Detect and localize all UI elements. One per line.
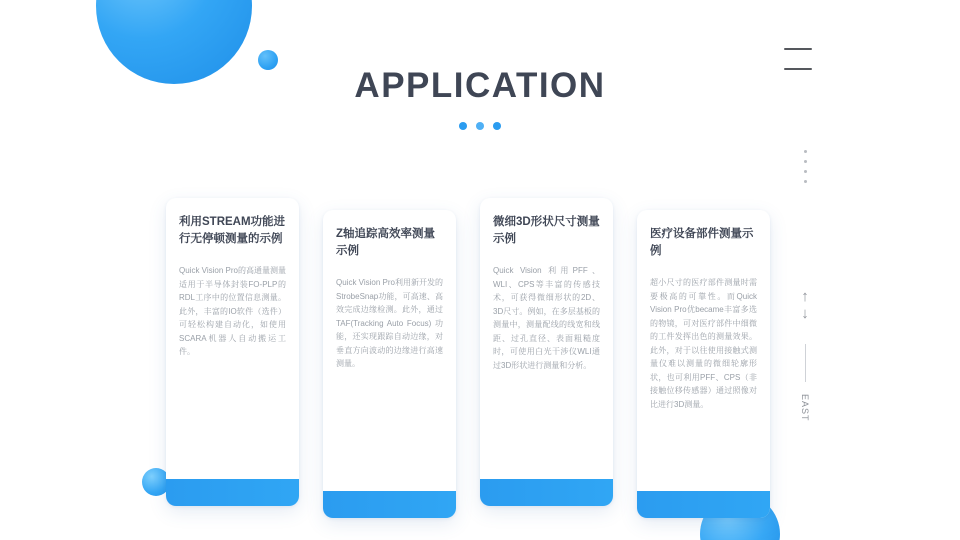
scroll-dot-2[interactable] [804,160,807,163]
card-title: Z轴追踪高效率测量示例 [336,228,436,257]
card-body: 超小尺寸的医疗部件测量时需要极高的可靠性。而Quick Vision Pro优became丰富多选的物镜，可对医疗部件中细微的工件发挥出色的测量效果。此外，对于以往使用接触式测量仪难以测量的微细轮廓形状，也可利用PFF、CPS（非接触位移传感器）通过照像对比进行3D测量。 [650,278,757,409]
scroll-arrows[interactable] [801,288,809,322]
card-body: Quick Vision 利用PFF、WLI、CPS等丰富的传感技术，可获得微细形状的2D、3D尺寸。例如，在多层基板的测量中，测量配线的线宽和线距、过孔直径、表面粗糙度时，可使用白光干涉仪WLI通过3D形状进行测量和分析。 [493,266,600,370]
card-body: Quick Vision Pro的高通量测量适用于半导体封装FO-PLP的RDL工序中的位置信息测量。此外，丰富的IO软件（选件）可轻松构建自动化，如使用SCARA机器人自动搬运工件。 [179,266,286,356]
right-side-rail [795,150,815,422]
card-footer-bar[interactable] [323,491,456,518]
title-dot-3[interactable] [493,122,501,130]
rail-divider [805,344,806,382]
scroll-dot-4[interactable] [804,180,807,183]
card-body: Quick Vision Pro利用新开发的StrobeSnap功能，可高速、高效完成边缘检测。此外，通过TAF(Tracking Auto Focus) 功能，还实现跟踪自动边缘，对垂直方向波动的边缘进行高速测量。 [336,278,443,368]
rail-label: EAST [800,394,810,422]
card-title: 利用STREAM功能进行无停顿测量的示例 [179,216,286,245]
card-footer-bar[interactable] [166,479,299,506]
list-item[interactable] [637,210,770,518]
card-footer-bar[interactable] [637,491,770,518]
page-title: APPLICATION [354,66,606,105]
application-card-list [166,198,770,518]
title-dot-2[interactable] [476,122,484,130]
card-title: 医疗设备部件测量示例 [650,228,754,257]
arrow-down-icon[interactable]: ↓ [801,305,809,322]
list-item[interactable] [480,198,613,506]
scroll-dot-1[interactable] [804,150,807,153]
title-dot-indicator[interactable] [0,122,960,130]
scroll-dot-indicator[interactable] [804,150,807,183]
card-footer-bar[interactable] [480,479,613,506]
arrow-up-icon[interactable]: ↑ [801,288,809,305]
page-title-block [0,66,960,130]
card-title: 微细3D形状尺寸测量示例 [493,216,600,245]
list-item[interactable] [166,198,299,506]
title-dot-1[interactable] [459,122,467,130]
list-item[interactable] [323,210,456,518]
scroll-dot-3[interactable] [804,170,807,173]
hamburger-line [784,48,812,50]
